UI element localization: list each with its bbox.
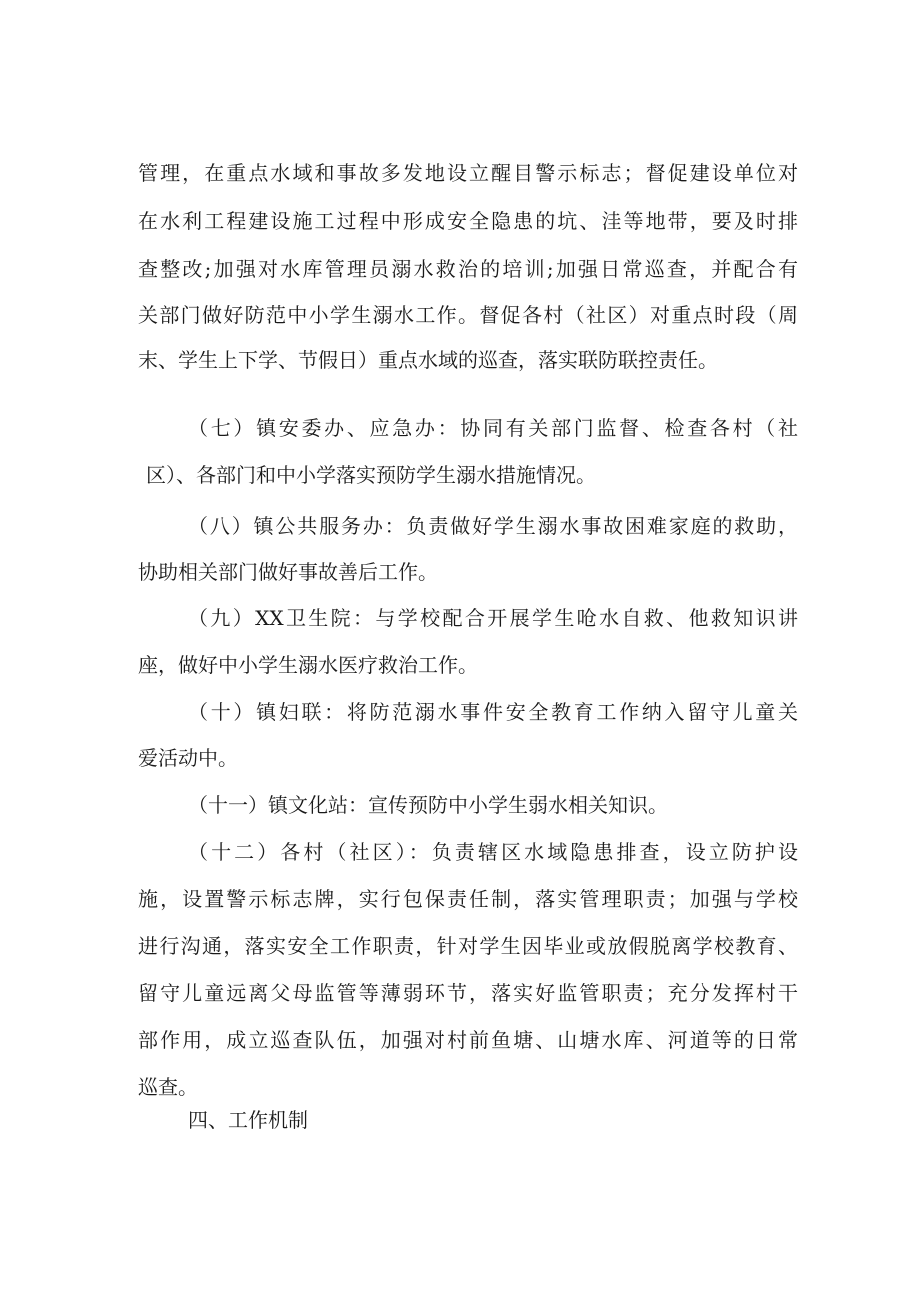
paragraph-line: （十二）各村（社区）：负责辖区水域隐患排查，设立防护设 [188,840,798,864]
paragraph-line: 查整改;加强对水库管理员溺水救治的培训;加强日常巡查，并配合有 [138,257,798,281]
paragraph-line: 巡查。 [138,1075,198,1099]
paragraph-line: （七）镇安委办、应急办：协同有关部门监督、检查各村（社 [188,416,798,440]
paragraph-line: 施，设置警示标志牌，实行包保责任制，落实管理职责；加强与学校 [138,887,798,911]
paragraph-line: 座，做好中小学生溺水医疗救治工作。 [138,653,478,677]
paragraph-line: 关部门做好防范中小学生溺水工作。督促各村（社区）对重点时段（周 [138,303,798,327]
paragraph-line: （九）XX卫生院：与学校配合开展学生呛水自救、他救知识讲 [188,606,798,630]
section-heading: 四、工作机制 [188,1108,308,1132]
paragraph-line: 区）、各部门和中小学落实预防学生溺水措施情况。 [146,463,596,487]
paragraph-line: （八）镇公共服务办：负责做好学生溺水事故困难家庭的救助， [188,514,798,538]
paragraph-line: 留守儿童远离父母监管等薄弱环节，落实好监管职责；充分发挥村干 [138,981,798,1005]
paragraph-line: 末、学生上下学、节假日）重点水域的巡查，落实联防联控责任。 [138,348,718,372]
paragraph-line: （十一）镇文化站：宣传预防中小学生弱水相关知识。 [188,793,668,817]
paragraph-line: 在水利工程建设施工过程中形成安全隐患的坑、洼等地带，要及时排 [138,209,798,233]
paragraph-line: 进行沟通，落实安全工作职责，针对学生因毕业或放假脱离学校教育、 [138,934,798,958]
paragraph-line: 协助相关部门做好事故善后工作。 [138,560,438,584]
paragraph-line: 爱活动中。 [138,746,238,770]
paragraph-line: 部作用，成立巡查队伍，加强对村前鱼塘、山塘水库、河道等的日常 [138,1028,798,1052]
paragraph-line: 管理，在重点水域和事故多发地设立醒目警示标志；督促建设单位对 [138,161,798,185]
paragraph-line: （十）镇妇联：将防范溺水事件安全教育工作纳入留守儿童关 [188,700,798,724]
